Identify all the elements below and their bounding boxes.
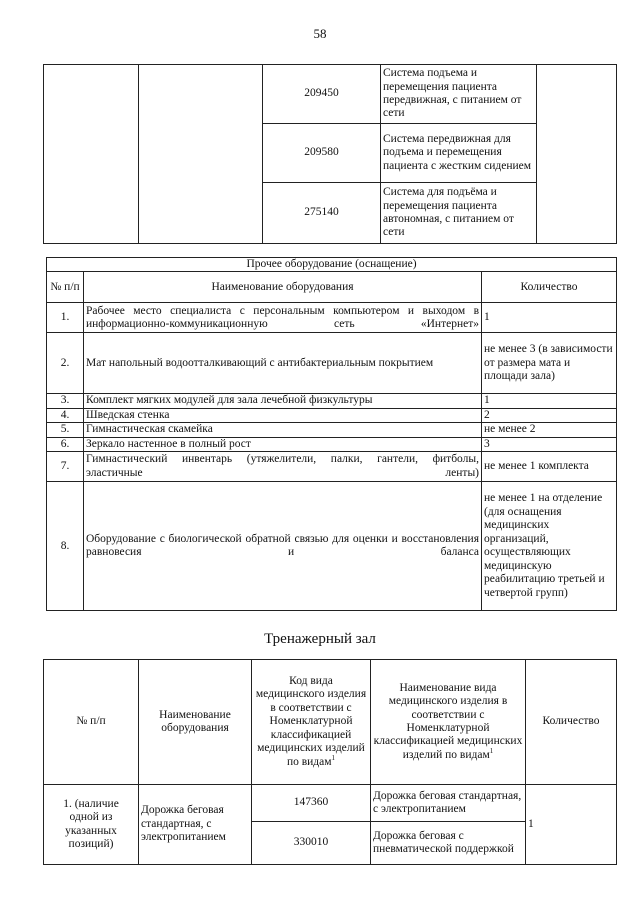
equipment-name: Шведская стенка [84,408,482,422]
footnote-mark: 1 [489,747,494,756]
equipment-name: Зеркало настенное в полный рост [84,437,482,451]
column-header-name: Наименование оборудования [139,660,252,785]
equipment-name: Оборудование с биологической обратной связью для оценки и восстановления равновесия и баланса [84,482,482,611]
table-row [47,437,617,451]
row-number: 7. [47,452,84,482]
equipment-name: Комплект мягких модулей для зала лечебной физкультуры [84,394,482,408]
row-number: 4. [47,408,84,422]
column-header-number: № п/п [44,660,139,785]
page-number: 58 [313,26,327,41]
column-header-kind [371,660,526,785]
equipment-name: Гимнастическая скамейка [84,423,482,437]
equipment-quantity: не менее 1 комплекта [482,452,617,482]
device-kind-name: Система для подъёма и перемещения пациента автономная, с питанием от сети [381,183,537,244]
device-kind-name: Система подъема и перемещения пациента передвижная, с питанием от сети [381,65,537,124]
equipment-quantity: 1 [526,785,617,865]
equipment-name: Мат напольный водоотталкивающий с антибактериальным покрытием [84,333,482,394]
device-code: 209580 [263,124,381,183]
device-code: 209450 [263,65,381,124]
row-number: 3. [47,394,84,408]
device-kind-name: Система передвижная для подъема и перемещения пациента с жестким сидением [381,124,537,183]
device-kind-name: Дорожка беговая стандартная, с электропитанием [371,785,526,822]
table-row [47,452,617,482]
column-header-kind-text: Наименование вида медицинского изделия в соответствии с Номенклатурной классификацией медицинских изделий по видам [373,681,523,761]
row-number: 2. [47,333,84,394]
other-equipment-table [46,257,617,611]
row-number: 6. [47,437,84,451]
column-header-quantity: Количество [526,660,617,785]
section-title: Тренажерный зал [264,631,376,647]
equipment-name: Дорожка беговая стандартная, с электропитанием [139,785,252,865]
column-header-code-text: Код вида медицинского изделия в соответствии с Номенклатурной классификацией медицинских изделий по видам [255,674,367,768]
device-code: 330010 [252,822,371,865]
column-header-quantity: Количество [482,272,617,303]
column-header-number: № п/п [47,272,84,303]
equipment-name: Рабочее место специалиста с персональным компьютером и выходом в информационно-коммуникационную сеть «Интернет» [84,303,482,333]
gym-equipment-table [43,659,617,865]
row-number: 1. (наличие одной из указанных позиций) [44,785,139,865]
equipment-quantity: 2 [482,408,617,422]
equipment-quantity: не менее 3 (в зависимости от размера мата и площади зала) [482,333,617,394]
device-code: 147360 [252,785,371,822]
table-row [47,333,617,394]
table-row [44,785,617,822]
row-number: 5. [47,423,84,437]
device-kind-name: Дорожка беговая с пневматической поддержкой [371,822,526,865]
row-number: 8. [47,482,84,611]
equipment-name: Гимнастический инвентарь (утяжелители, палки, гантели, фитболы, эластичные ленты) [84,452,482,482]
equipment-quantity: 1 [482,303,617,333]
empty-cell [537,65,617,244]
table-row [47,303,617,333]
table-row [44,65,617,124]
equipment-quantity: не менее 2 [482,423,617,437]
footnote-mark: 1 [331,753,336,762]
table-row [47,394,617,408]
equipment-quantity: не менее 1 на отделение (для оснащения медицинских организаций, осуществляющих медицинскую реабилитацию третьей и четвертой групп) [482,482,617,611]
table-row [47,482,617,611]
device-code: 275140 [263,183,381,244]
empty-cell [139,65,263,244]
table-title: Прочее оборудование (оснащение) [47,258,617,272]
column-header-code [252,660,371,785]
column-header-name: Наименование оборудования [84,272,482,303]
continuation-table [43,64,617,244]
empty-cell [44,65,139,244]
table-row [47,408,617,422]
table-row [47,423,617,437]
equipment-quantity: 1 [482,394,617,408]
equipment-quantity: 3 [482,437,617,451]
row-number: 1. [47,303,84,333]
